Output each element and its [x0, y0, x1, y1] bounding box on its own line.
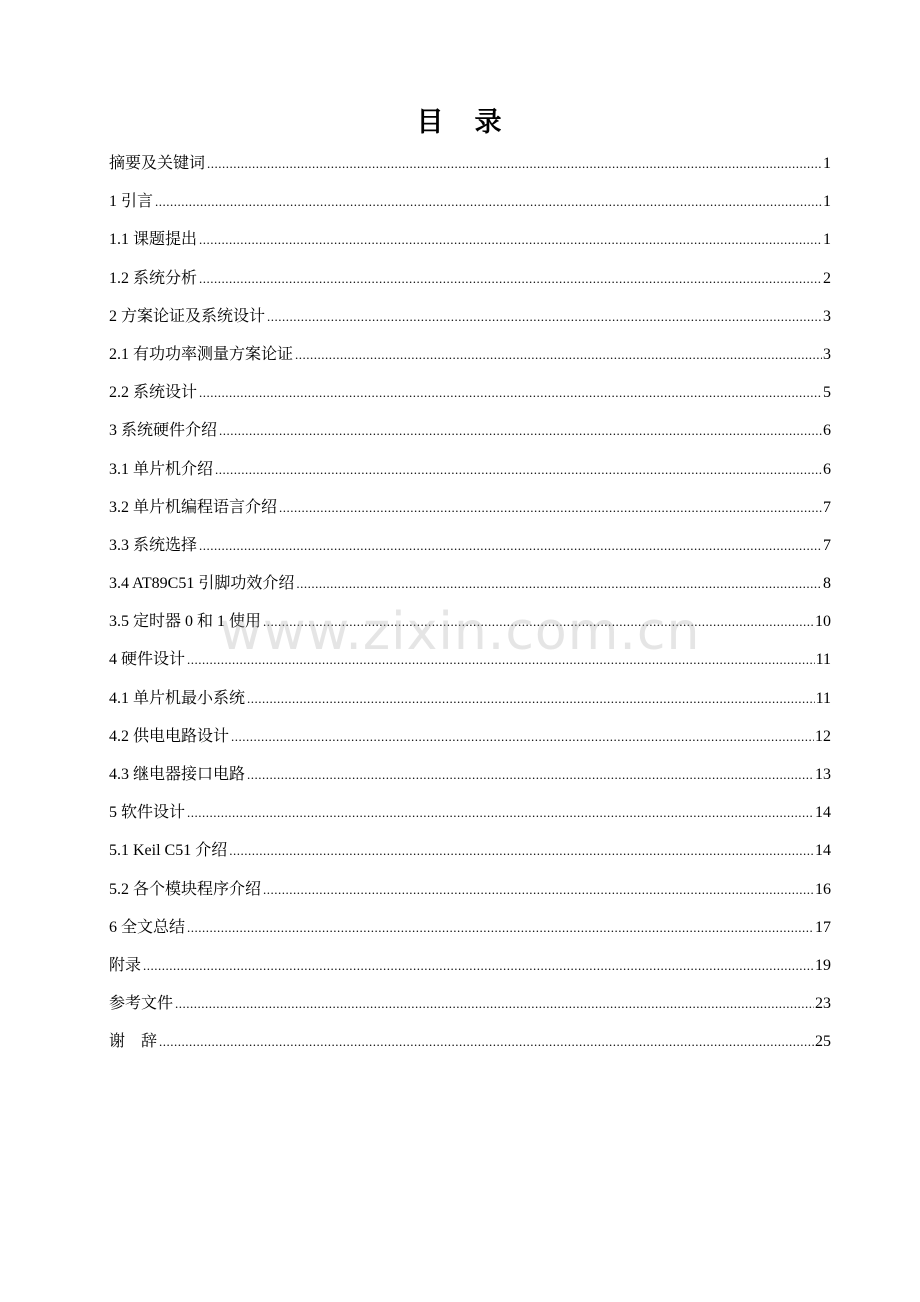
- toc-entry-page-number: 12: [815, 727, 831, 745]
- toc-entry-label: 3.3 系统选择: [109, 536, 198, 554]
- toc-entry-label: 摘要及关键词: [109, 155, 206, 172]
- toc-entry[interactable]: [109, 909, 831, 947]
- toc-entry-label: 5.1 Keil C51 介绍: [109, 842, 228, 860]
- toc-dot-leader: [199, 527, 822, 565]
- toc-dot-leader: [143, 947, 814, 985]
- toc-entry-page-number: 5: [823, 384, 831, 402]
- toc-dot-leader: [175, 985, 814, 1023]
- toc-entry-label: 6 全文总结: [109, 918, 186, 936]
- toc-dot-leader: [279, 489, 822, 527]
- toc-dot-leader: [247, 756, 814, 794]
- toc-entry[interactable]: [109, 145, 831, 183]
- toc-dot-leader: [187, 909, 814, 947]
- toc-dot-leader: [267, 298, 822, 336]
- toc-dot-leader: [247, 680, 815, 718]
- toc-dot-leader: [199, 260, 822, 298]
- toc-entry-label: 1 引言: [109, 193, 154, 211]
- toc-entry[interactable]: [109, 1023, 831, 1061]
- toc-entry[interactable]: [109, 298, 831, 336]
- toc-entry-page-number: 1: [823, 155, 831, 172]
- toc-entry-label: 4.2 供电电路设计: [109, 727, 230, 745]
- toc-entry-label: 4 硬件设计: [109, 651, 186, 669]
- toc-entry-page-number: 2: [823, 269, 831, 287]
- toc-entry-label: 3.4 AT89C51 引脚功效介绍: [109, 575, 295, 593]
- toc-entry[interactable]: [109, 680, 831, 718]
- toc-dot-leader: [199, 221, 822, 259]
- toc-entry-page-number: 1: [823, 231, 831, 249]
- toc-entry-page-number: 23: [815, 995, 831, 1013]
- toc-entry-page-number: 8: [823, 575, 831, 593]
- toc-entry[interactable]: [109, 871, 831, 909]
- toc-entry[interactable]: [109, 412, 831, 450]
- toc-entry-page-number: 6: [823, 460, 831, 478]
- toc-dot-leader: [263, 603, 814, 641]
- toc-entry[interactable]: [109, 565, 831, 603]
- toc-dot-leader: [187, 641, 815, 679]
- toc-entry-page-number: 7: [823, 536, 831, 554]
- toc-entry-label: 5.2 各个模块程序介绍: [109, 880, 262, 898]
- toc-entry-page-number: 3: [823, 345, 831, 363]
- toc-entry[interactable]: [109, 756, 831, 794]
- toc-entry[interactable]: [109, 451, 831, 489]
- toc-entry-page-number: 10: [815, 613, 831, 631]
- toc-dot-leader: [159, 1023, 814, 1061]
- toc-entry[interactable]: [109, 603, 831, 641]
- toc-dot-leader: [296, 565, 822, 603]
- toc-dot-leader: [207, 145, 822, 183]
- toc-entry[interactable]: [109, 489, 831, 527]
- toc-entry-label: 5 软件设计: [109, 804, 186, 822]
- toc-dot-leader: [231, 718, 814, 756]
- toc-entry-label: 3.1 单片机介绍: [109, 460, 214, 478]
- toc-entry-label: 谢 辞: [109, 1033, 158, 1051]
- toc-entry[interactable]: [109, 794, 831, 832]
- toc-entry-page-number: 19: [815, 956, 831, 974]
- toc-entry[interactable]: [109, 221, 831, 259]
- toc-entry[interactable]: [109, 947, 831, 985]
- toc-entry[interactable]: [109, 336, 831, 374]
- toc-entry-label: 2.2 系统设计: [109, 384, 198, 402]
- toc-entry-page-number: 14: [815, 842, 831, 860]
- toc-entry-page-number: 6: [823, 422, 831, 440]
- toc-entry-page-number: 16: [815, 880, 831, 898]
- toc-entry-label: 4.3 继电器接口电路: [109, 766, 246, 783]
- toc-entry-label: 2.1 有功功率测量方案论证: [109, 345, 294, 363]
- toc-entry-page-number: 11: [815, 651, 831, 669]
- toc-dot-leader: [155, 183, 822, 221]
- toc-entry-page-number: 17: [815, 918, 831, 936]
- toc-dot-leader: [229, 832, 814, 870]
- toc-entry-page-number: 13: [815, 766, 831, 783]
- toc-entry-label: 参考文件: [109, 995, 174, 1013]
- toc-entry[interactable]: [109, 183, 831, 221]
- toc-entry-page-number: 3: [823, 307, 831, 325]
- toc-entry-label: 3.5 定时器 0 和 1 使用: [109, 613, 262, 631]
- toc-entry-label: 1.1 课题提出: [109, 231, 198, 249]
- toc-entry[interactable]: [109, 374, 831, 412]
- toc-dot-leader: [219, 412, 822, 450]
- toc-list: [109, 145, 831, 1062]
- toc-entry-label: 2 方案论证及系统设计: [109, 307, 266, 325]
- watermark-text: www.zixin.com.cn: [219, 602, 701, 662]
- toc-entry-label: 3 系统硬件介绍: [109, 422, 218, 440]
- toc-entry-label: 4.1 单片机最小系统: [109, 689, 246, 707]
- toc-dot-leader: [295, 336, 822, 374]
- toc-entry[interactable]: [109, 527, 831, 565]
- toc-dot-leader: [199, 374, 822, 412]
- page-title: 目 录: [416, 107, 504, 138]
- toc-entry-page-number: 7: [823, 498, 831, 516]
- toc-entry[interactable]: [109, 832, 831, 870]
- toc-entry[interactable]: [109, 718, 831, 756]
- toc-entry[interactable]: [109, 260, 831, 298]
- toc-dot-leader: [215, 451, 822, 489]
- toc-entry-label: 3.2 单片机编程语言介绍: [109, 498, 278, 516]
- toc-dot-leader: [263, 871, 814, 909]
- toc-entry-label: 附录: [109, 956, 142, 974]
- toc-entry-page-number: 1: [823, 193, 831, 211]
- toc-dot-leader: [187, 794, 814, 832]
- toc-entry[interactable]: [109, 641, 831, 679]
- toc-entry-page-number: 14: [815, 804, 831, 822]
- toc-entry[interactable]: [109, 985, 831, 1023]
- toc-entry-page-number: 25: [815, 1033, 831, 1051]
- toc-entry-label: 1.2 系统分析: [109, 269, 198, 287]
- toc-entry-page-number: 11: [815, 689, 831, 707]
